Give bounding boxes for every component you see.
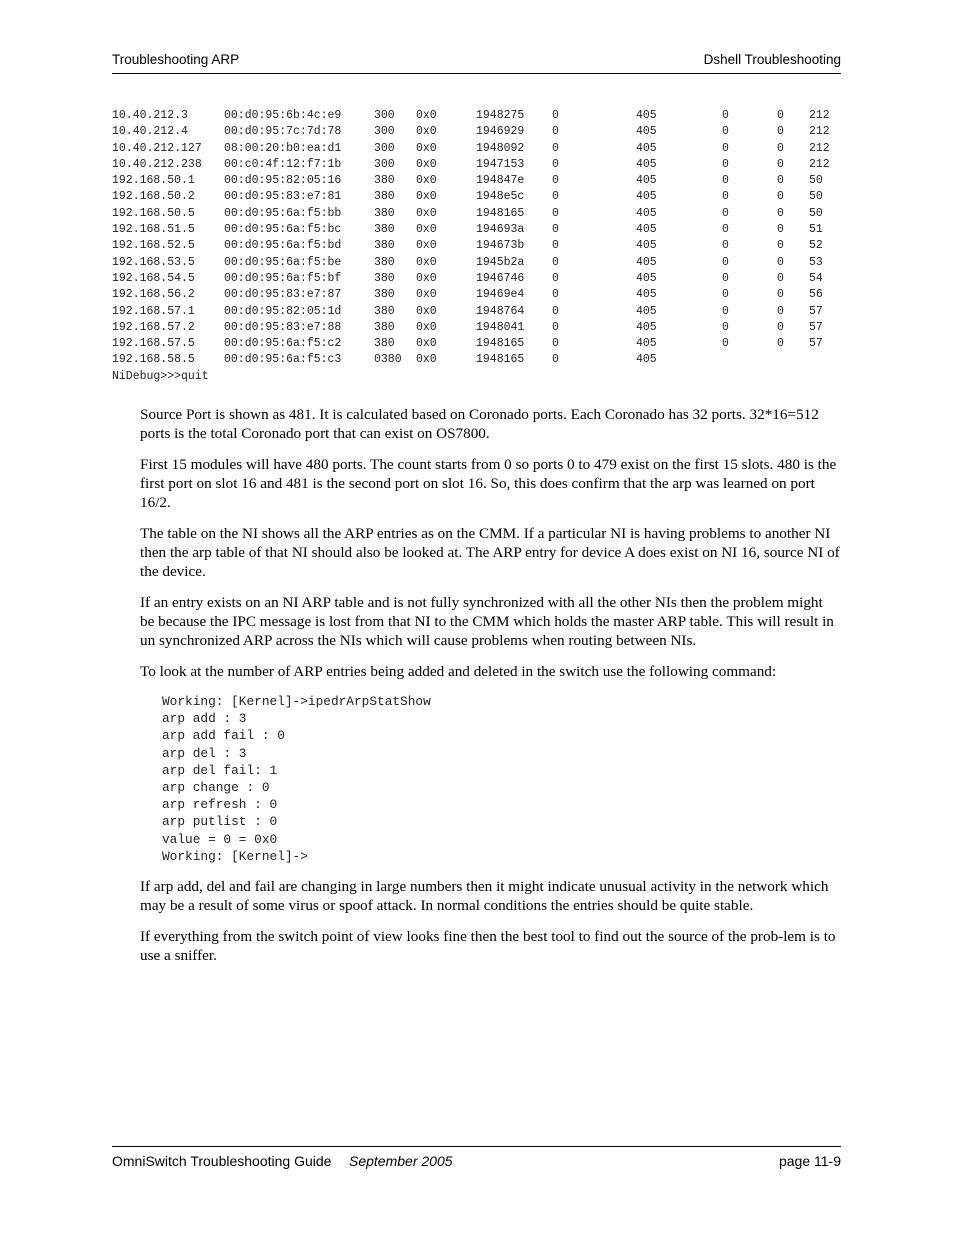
page-header (112, 51, 841, 74)
arp-cell: 300 (374, 109, 395, 122)
arp-cell: 405 (636, 125, 657, 139)
arp-table-row (112, 255, 841, 271)
arp-cell: 405 (636, 255, 657, 269)
command-line: arp putlist : 0 (162, 814, 278, 830)
arp-cell: 194847e (476, 174, 525, 188)
arp-cell: 380 (374, 223, 395, 237)
arp-cell: 56 (809, 288, 823, 302)
arp-cell: 00:d0:95:6b:4c:e9 (224, 109, 342, 122)
arp-table-output (112, 108, 841, 369)
arp-cell: 380 (374, 206, 395, 220)
arp-cell: 0x0 (416, 239, 437, 253)
arp-cell: 405 (636, 239, 657, 253)
arp-cell: 0 (722, 223, 729, 237)
arp-cell: 0 (777, 239, 784, 253)
arp-cell: 0 (552, 190, 559, 204)
arp-cell: 380 (374, 304, 395, 318)
arp-cell: 380 (374, 255, 395, 269)
arp-cell: 0 (777, 271, 784, 285)
arp-cell: 10.40.212.127 (112, 141, 202, 155)
arp-cell: 1946929 (476, 125, 525, 139)
arp-cell: 0 (777, 223, 784, 237)
arp-cell: 192.168.50.2 (112, 190, 195, 204)
arp-cell: 212 (809, 125, 830, 139)
arp-cell: 57 (809, 304, 823, 318)
arp-table-row (112, 206, 841, 222)
arp-cell: 405 (636, 271, 657, 285)
command-line: Working: [Kernel]->ipedrArpStatShow (162, 694, 431, 709)
arp-cell: 380 (374, 239, 395, 253)
arp-table-row (112, 189, 841, 205)
arp-cell: 1948165 (476, 337, 525, 351)
body-text (140, 405, 840, 977)
arp-cell: 0 (777, 320, 784, 334)
arp-cell: 0 (552, 255, 559, 269)
arp-cell: 212 (809, 109, 830, 122)
arp-cell: 405 (636, 320, 657, 334)
arp-cell: 405 (636, 288, 657, 302)
arp-cell: 00:d0:95:6a:f5:bf (224, 271, 342, 285)
arp-cell: 10.40.212.238 (112, 157, 202, 171)
command-line: value = 0 = 0x0 (162, 831, 278, 847)
command-line: arp change : 0 (162, 780, 270, 796)
arp-cell: 00:c0:4f:12:f7:1b (224, 157, 342, 171)
arp-cell: 00:d0:95:83:e7:87 (224, 288, 342, 302)
debug-prompt: NiDebug>>>quit (112, 370, 209, 383)
arp-cell: 1948092 (476, 141, 525, 155)
arp-cell: 1946746 (476, 271, 525, 285)
arp-cell: 405 (636, 109, 657, 122)
arp-cell: 57 (809, 320, 823, 334)
arp-cell: 0x0 (416, 223, 437, 237)
arp-cell: 0 (552, 271, 559, 285)
arp-cell: 1948e5c (476, 190, 525, 204)
command-line: arp add : 3 (162, 711, 247, 727)
arp-cell: 405 (636, 174, 657, 188)
arp-cell: 0 (552, 239, 559, 253)
header-chapter-title: Dshell Troubleshooting (703, 52, 841, 67)
command-line: arp refresh : 0 (162, 797, 278, 813)
arp-table-row (112, 124, 841, 140)
arp-cell: 00:d0:95:82:05:1d (224, 304, 342, 318)
arp-cell: 405 (636, 223, 657, 237)
arp-cell: 0x0 (416, 353, 437, 367)
arp-cell: 00:d0:95:82:05:16 (224, 174, 342, 188)
arp-cell: 0 (777, 157, 784, 171)
arp-cell: 0 (777, 206, 784, 220)
arp-cell: 0 (722, 255, 729, 269)
arp-cell: 57 (809, 337, 823, 351)
arp-cell: 0 (552, 223, 559, 237)
arp-cell: 00:d0:95:83:e7:88 (224, 320, 342, 334)
paragraph-ni-table: The table on the NI shows all the ARP entries as on the CMM. If a particular NI is having problems to another NI then the arp table of that NI should also be looked at. The ARP entry for device A does exist on NI 16, source NI of the device. (140, 525, 840, 580)
arp-cell: 192.168.50.1 (112, 174, 195, 188)
arp-cell: 300 (374, 141, 395, 155)
arp-cell: 19469e4 (476, 288, 525, 302)
arp-cell: 00:d0:95:6a:f5:c2 (224, 337, 342, 351)
arp-cell: 380 (374, 337, 395, 351)
command-line: arp add fail : 0 (162, 728, 285, 744)
arp-cell: 0 (552, 141, 559, 155)
page-footer (112, 1146, 841, 1173)
arp-cell: 405 (636, 190, 657, 204)
footer-guide-title: OmniSwitch Troubleshooting Guide (112, 1153, 332, 1169)
arp-cell: 192.168.52.5 (112, 239, 195, 253)
footer-date: September 2005 (349, 1153, 453, 1169)
arp-cell: 54 (809, 271, 823, 285)
arp-cell: 50 (809, 190, 823, 204)
arp-cell: 0 (722, 190, 729, 204)
arp-cell: 0 (552, 304, 559, 318)
arp-cell: 405 (636, 157, 657, 171)
arp-cell: 1948275 (476, 109, 525, 122)
arp-cell: 0 (777, 141, 784, 155)
command-line: arp del fail: 1 (162, 762, 278, 778)
arp-cell: 380 (374, 190, 395, 204)
arp-table-row (112, 304, 841, 320)
arp-cell: 194673b (476, 239, 525, 253)
arp-cell: 300 (374, 125, 395, 139)
header-section-title: Troubleshooting ARP (112, 52, 240, 67)
arp-cell: 380 (374, 271, 395, 285)
arp-cell: 0 (722, 109, 729, 122)
arp-cell: 0x0 (416, 337, 437, 351)
arp-cell: 1947153 (476, 157, 525, 171)
arp-cell: 0 (777, 288, 784, 302)
arp-cell: 192.168.57.5 (112, 337, 195, 351)
command-line: arp del : 3 (162, 745, 247, 761)
arp-cell: 405 (636, 206, 657, 220)
arp-cell: 0x0 (416, 288, 437, 302)
arp-cell: 0 (722, 337, 729, 351)
arp-cell: 0x0 (416, 255, 437, 269)
arp-cell: 1945b2a (476, 255, 525, 269)
arp-cell: 51 (809, 223, 823, 237)
arp-table-row (112, 157, 841, 173)
paragraph-source-port: Source Port is shown as 481. It is calculated based on Coronado ports. Each Coronado has 32 ports. 32*16=512 ports is the total Coronado port that can exist on OS7800. (140, 406, 819, 442)
arp-cell: 0 (777, 125, 784, 139)
arp-cell: 00:d0:95:6a:f5:bd (224, 239, 342, 253)
arp-cell: 405 (636, 304, 657, 318)
arp-cell: 0 (722, 271, 729, 285)
paragraph-sync: If an entry exists on an NI ARP table and is not fully synchronized with all the other NIs then the problem might be because the IPC message is lost from that NI to the CMM which holds the master ARP table. This will result in un synchronized ARP across the NIs which will cause problems when routing between NIs. (140, 594, 834, 649)
arp-cell: 194693a (476, 223, 525, 237)
arp-cell: 192.168.56.2 (112, 288, 195, 302)
paragraph-unusual-activity: If arp add, del and fail are changing in large numbers then it might indicate unusual activity in the network which may be a result of some virus or spoof attack. In normal conditions the entries should be quite stable. (140, 878, 829, 915)
arp-table-row (112, 222, 841, 238)
arp-cell: 0 (552, 320, 559, 334)
arp-cell: 1948764 (476, 304, 525, 318)
arp-cell: 0x0 (416, 125, 437, 139)
arp-cell: 192.168.57.2 (112, 320, 195, 334)
arp-table-row (112, 287, 841, 303)
arp-cell: 52 (809, 239, 823, 253)
arp-cell: 192.168.58.5 (112, 353, 195, 367)
paragraph-sniffer: If everything from the switch point of view looks fine then the best tool to find out the source of the prob-lem is to use a sniffer. (140, 928, 836, 965)
arp-table-row (112, 141, 841, 157)
arp-cell: 0 (722, 125, 729, 139)
arp-cell: 0380 (374, 353, 402, 367)
arp-cell: 380 (374, 288, 395, 302)
arp-cell: 0 (552, 288, 559, 302)
arp-cell: 0x0 (416, 190, 437, 204)
arp-cell: 0 (722, 157, 729, 171)
arp-cell: 0 (722, 288, 729, 302)
arp-table-row (112, 336, 841, 352)
arp-cell: 0 (777, 174, 784, 188)
arp-cell: 0 (777, 304, 784, 318)
arp-cell: 0 (552, 206, 559, 220)
arp-cell: 0 (777, 255, 784, 269)
arp-cell: 0 (722, 174, 729, 188)
arp-cell: 192.168.54.5 (112, 271, 195, 285)
arp-table-row (112, 238, 841, 254)
arp-table-row (112, 271, 841, 287)
arp-cell: 1948165 (476, 353, 525, 367)
arp-cell: 0 (722, 239, 729, 253)
arp-table-row (112, 108, 841, 124)
arp-cell: 0 (552, 337, 559, 351)
arp-cell: 0x0 (416, 320, 437, 334)
arp-cell: 0x0 (416, 174, 437, 188)
arp-cell: 50 (809, 174, 823, 188)
arp-cell: 1948041 (476, 320, 525, 334)
arp-cell: 0 (552, 109, 559, 122)
arp-cell: 0x0 (416, 271, 437, 285)
arp-cell: 0 (552, 353, 559, 367)
paragraph-command-intro: To look at the number of ARP entries being added and deleted in the switch use the following command: (140, 663, 777, 680)
arp-cell: 10.40.212.3 (112, 109, 188, 122)
arp-cell: 192.168.50.5 (112, 206, 195, 220)
arp-cell: 380 (374, 174, 395, 188)
arp-cell: 10.40.212.4 (112, 125, 188, 139)
arp-cell: 1948165 (476, 206, 525, 220)
arp-cell: 192.168.57.1 (112, 304, 195, 318)
arp-cell: 0x0 (416, 157, 437, 171)
arp-cell: 212 (809, 141, 830, 155)
arp-cell: 00:d0:95:83:e7:81 (224, 190, 342, 204)
arp-cell: 0 (777, 109, 784, 122)
arp-table-row (112, 173, 841, 189)
arp-cell: 380 (374, 320, 395, 334)
arp-cell: 405 (636, 141, 657, 155)
arp-cell: 405 (636, 337, 657, 351)
arp-cell: 0 (777, 337, 784, 351)
arp-cell: 0 (552, 174, 559, 188)
arp-table-row (112, 352, 841, 368)
arp-cell: 300 (374, 157, 395, 171)
arp-cell: 00:d0:95:7c:7d:78 (224, 125, 342, 139)
arp-cell: 00:d0:95:6a:f5:bc (224, 223, 342, 237)
arp-cell: 0x0 (416, 304, 437, 318)
arp-table-row (112, 320, 841, 336)
arp-cell: 405 (636, 353, 657, 367)
arp-cell: 0 (722, 320, 729, 334)
arp-cell: 50 (809, 206, 823, 220)
command-output (162, 693, 840, 865)
arp-cell: 00:d0:95:6a:f5:bb (224, 206, 342, 220)
arp-cell: 00:d0:95:6a:f5:c3 (224, 353, 342, 367)
arp-cell: 0 (552, 125, 559, 139)
arp-cell: 53 (809, 255, 823, 269)
arp-cell: 0x0 (416, 109, 437, 122)
arp-cell: 0x0 (416, 141, 437, 155)
arp-cell: 192.168.51.5 (112, 223, 195, 237)
arp-cell: 0 (552, 157, 559, 171)
arp-cell: 212 (809, 157, 830, 171)
arp-cell: 08:00:20:b0:ea:d1 (224, 141, 342, 155)
command-line: Working: [Kernel]-> (162, 848, 308, 864)
arp-cell: 0 (722, 304, 729, 318)
paragraph-modules: First 15 modules will have 480 ports. The count starts from 0 so ports 0 to 479 exist on the first 15 slots. 480 is the first port on slot 16 and 481 is the second port on slot 16. So, this does confirm that the arp was learned on port 16/2. (140, 456, 837, 511)
arp-cell: 192.168.53.5 (112, 255, 195, 269)
arp-cell: 0 (722, 206, 729, 220)
arp-cell: 00:d0:95:6a:f5:be (224, 255, 342, 269)
arp-cell: 0 (722, 141, 729, 155)
arp-cell: 0x0 (416, 206, 437, 220)
footer-page-number: page 11-9 (778, 1153, 841, 1169)
arp-cell: 0 (777, 190, 784, 204)
